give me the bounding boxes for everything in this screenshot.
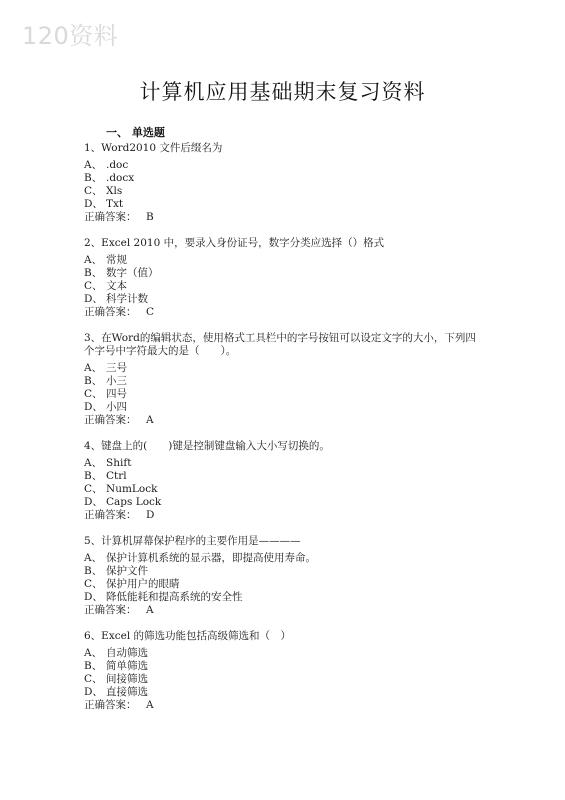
option-text: Caps Lock: [106, 496, 162, 508]
option-text: 小四: [106, 401, 127, 413]
option-text: 简单筛选: [106, 660, 148, 672]
question-text: 6、Excel 的筛选功能包括高级筛选和（ ）: [84, 630, 292, 642]
option-letter: A、: [84, 254, 103, 266]
watermark: 120资料: [22, 22, 119, 50]
option-letter: B、: [84, 470, 103, 482]
option-letter: D、: [84, 401, 103, 413]
option-letter: B、: [84, 565, 103, 577]
option-text: Xls: [106, 185, 123, 197]
section-heading: 一、 单选题: [106, 126, 165, 139]
option-d: [84, 591, 484, 604]
answer-label: 正确答案：: [84, 699, 137, 711]
option-b: [84, 660, 484, 673]
question-6: [84, 630, 484, 712]
option-d: [84, 401, 484, 414]
page-title: 计算机应用基础期末复习资料: [139, 80, 426, 104]
question-text: 5、计算机屏幕保护程序的主要作用是————: [84, 535, 301, 547]
answer-value: C: [146, 306, 155, 318]
option-a: [84, 552, 484, 565]
question-text: 1、Word2010 文件后缀名为: [84, 142, 223, 154]
option-letter: D、: [84, 496, 103, 508]
option-text: 保护文件: [106, 565, 148, 577]
option-letter: A、: [84, 362, 103, 374]
question-2: [84, 237, 484, 319]
option-b: [84, 565, 484, 578]
option-letter: D、: [84, 198, 103, 210]
option-letter: B、: [84, 660, 103, 672]
option-text: NumLock: [106, 483, 158, 495]
option-text: 小三: [106, 375, 127, 387]
option-text: 常规: [106, 254, 127, 266]
question-4: [84, 440, 484, 522]
answer-label: 正确答案：: [84, 211, 137, 223]
option-b: [84, 375, 484, 388]
correct-answer: [84, 211, 484, 224]
question-3: [84, 332, 484, 427]
answer-label: 正确答案：: [84, 604, 137, 616]
option-letter: A、: [84, 552, 103, 564]
option-c: [84, 673, 484, 686]
option-letter: C、: [84, 483, 103, 495]
option-letter: B、: [84, 172, 103, 184]
option-b: [84, 470, 484, 483]
option-letter: C、: [84, 673, 103, 685]
option-c: [84, 280, 484, 293]
answer-value: A: [146, 414, 154, 426]
option-letter: C、: [84, 185, 103, 197]
option-text: 四号: [106, 388, 127, 400]
answer-label: 正确答案：: [84, 509, 137, 521]
option-d: [84, 198, 484, 211]
correct-answer: [84, 414, 484, 427]
option-a: [84, 457, 484, 470]
answer-label: 正确答案：: [84, 306, 137, 318]
option-letter: B、: [84, 375, 103, 387]
option-d: [84, 293, 484, 306]
option-text: 间接筛选: [106, 673, 148, 685]
answer-value: D: [146, 509, 155, 521]
option-d: [84, 496, 484, 509]
question-text: 3、在Word的编辑状态，使用格式工具栏中的字号按钮可以设定文字的大小，下列四个字号中字符最大的是（ ）。: [84, 332, 476, 357]
correct-answer: [84, 699, 484, 712]
option-text: 保护用户的眼睛: [106, 578, 180, 590]
option-text: 自动筛选: [106, 647, 148, 659]
option-letter: A、: [84, 647, 103, 659]
option-letter: C、: [84, 388, 103, 400]
option-text: 数字（值）: [106, 267, 159, 279]
option-a: [84, 647, 484, 660]
option-text: 文本: [106, 280, 127, 292]
question-1: [84, 142, 484, 224]
option-text: 降低能耗和提高系统的安全性: [106, 591, 243, 603]
correct-answer: [84, 306, 484, 319]
option-letter: C、: [84, 578, 103, 590]
option-text: .docx: [106, 172, 135, 184]
option-letter: A、: [84, 159, 103, 171]
question-list: [84, 142, 484, 725]
option-a: [84, 254, 484, 267]
option-b: [84, 267, 484, 280]
option-b: [84, 172, 484, 185]
question-5: [84, 535, 484, 617]
option-a: [84, 362, 484, 375]
option-c: [84, 388, 484, 401]
option-letter: B、: [84, 267, 103, 279]
option-text: Ctrl: [106, 470, 127, 482]
option-letter: D、: [84, 293, 103, 305]
question-text: 4、键盘上的( )键是控制键盘输入大小写切换的。: [84, 440, 330, 452]
option-c: [84, 483, 484, 496]
correct-answer: [84, 604, 484, 617]
option-letter: A、: [84, 457, 103, 469]
option-text: 保护计算机系统的显示器，即提高使用寿命。: [106, 552, 316, 564]
option-letter: D、: [84, 591, 103, 603]
answer-value: B: [146, 211, 154, 223]
option-letter: C、: [84, 280, 103, 292]
option-text: 直接筛选: [106, 686, 148, 698]
correct-answer: [84, 509, 484, 522]
option-c: [84, 185, 484, 198]
option-text: .doc: [106, 159, 129, 171]
option-text: 科学计数: [106, 293, 148, 305]
answer-value: A: [146, 699, 154, 711]
option-letter: D、: [84, 686, 103, 698]
option-c: [84, 578, 484, 591]
option-a: [84, 159, 484, 172]
option-d: [84, 686, 484, 699]
answer-label: 正确答案：: [84, 414, 137, 426]
option-text: Txt: [106, 198, 124, 210]
option-text: 三号: [106, 362, 127, 374]
option-text: Shift: [106, 457, 132, 469]
question-text: 2、Excel 2010 中，要录入身份证号，数字分类应选择（）格式: [84, 237, 385, 249]
answer-value: A: [146, 604, 154, 616]
